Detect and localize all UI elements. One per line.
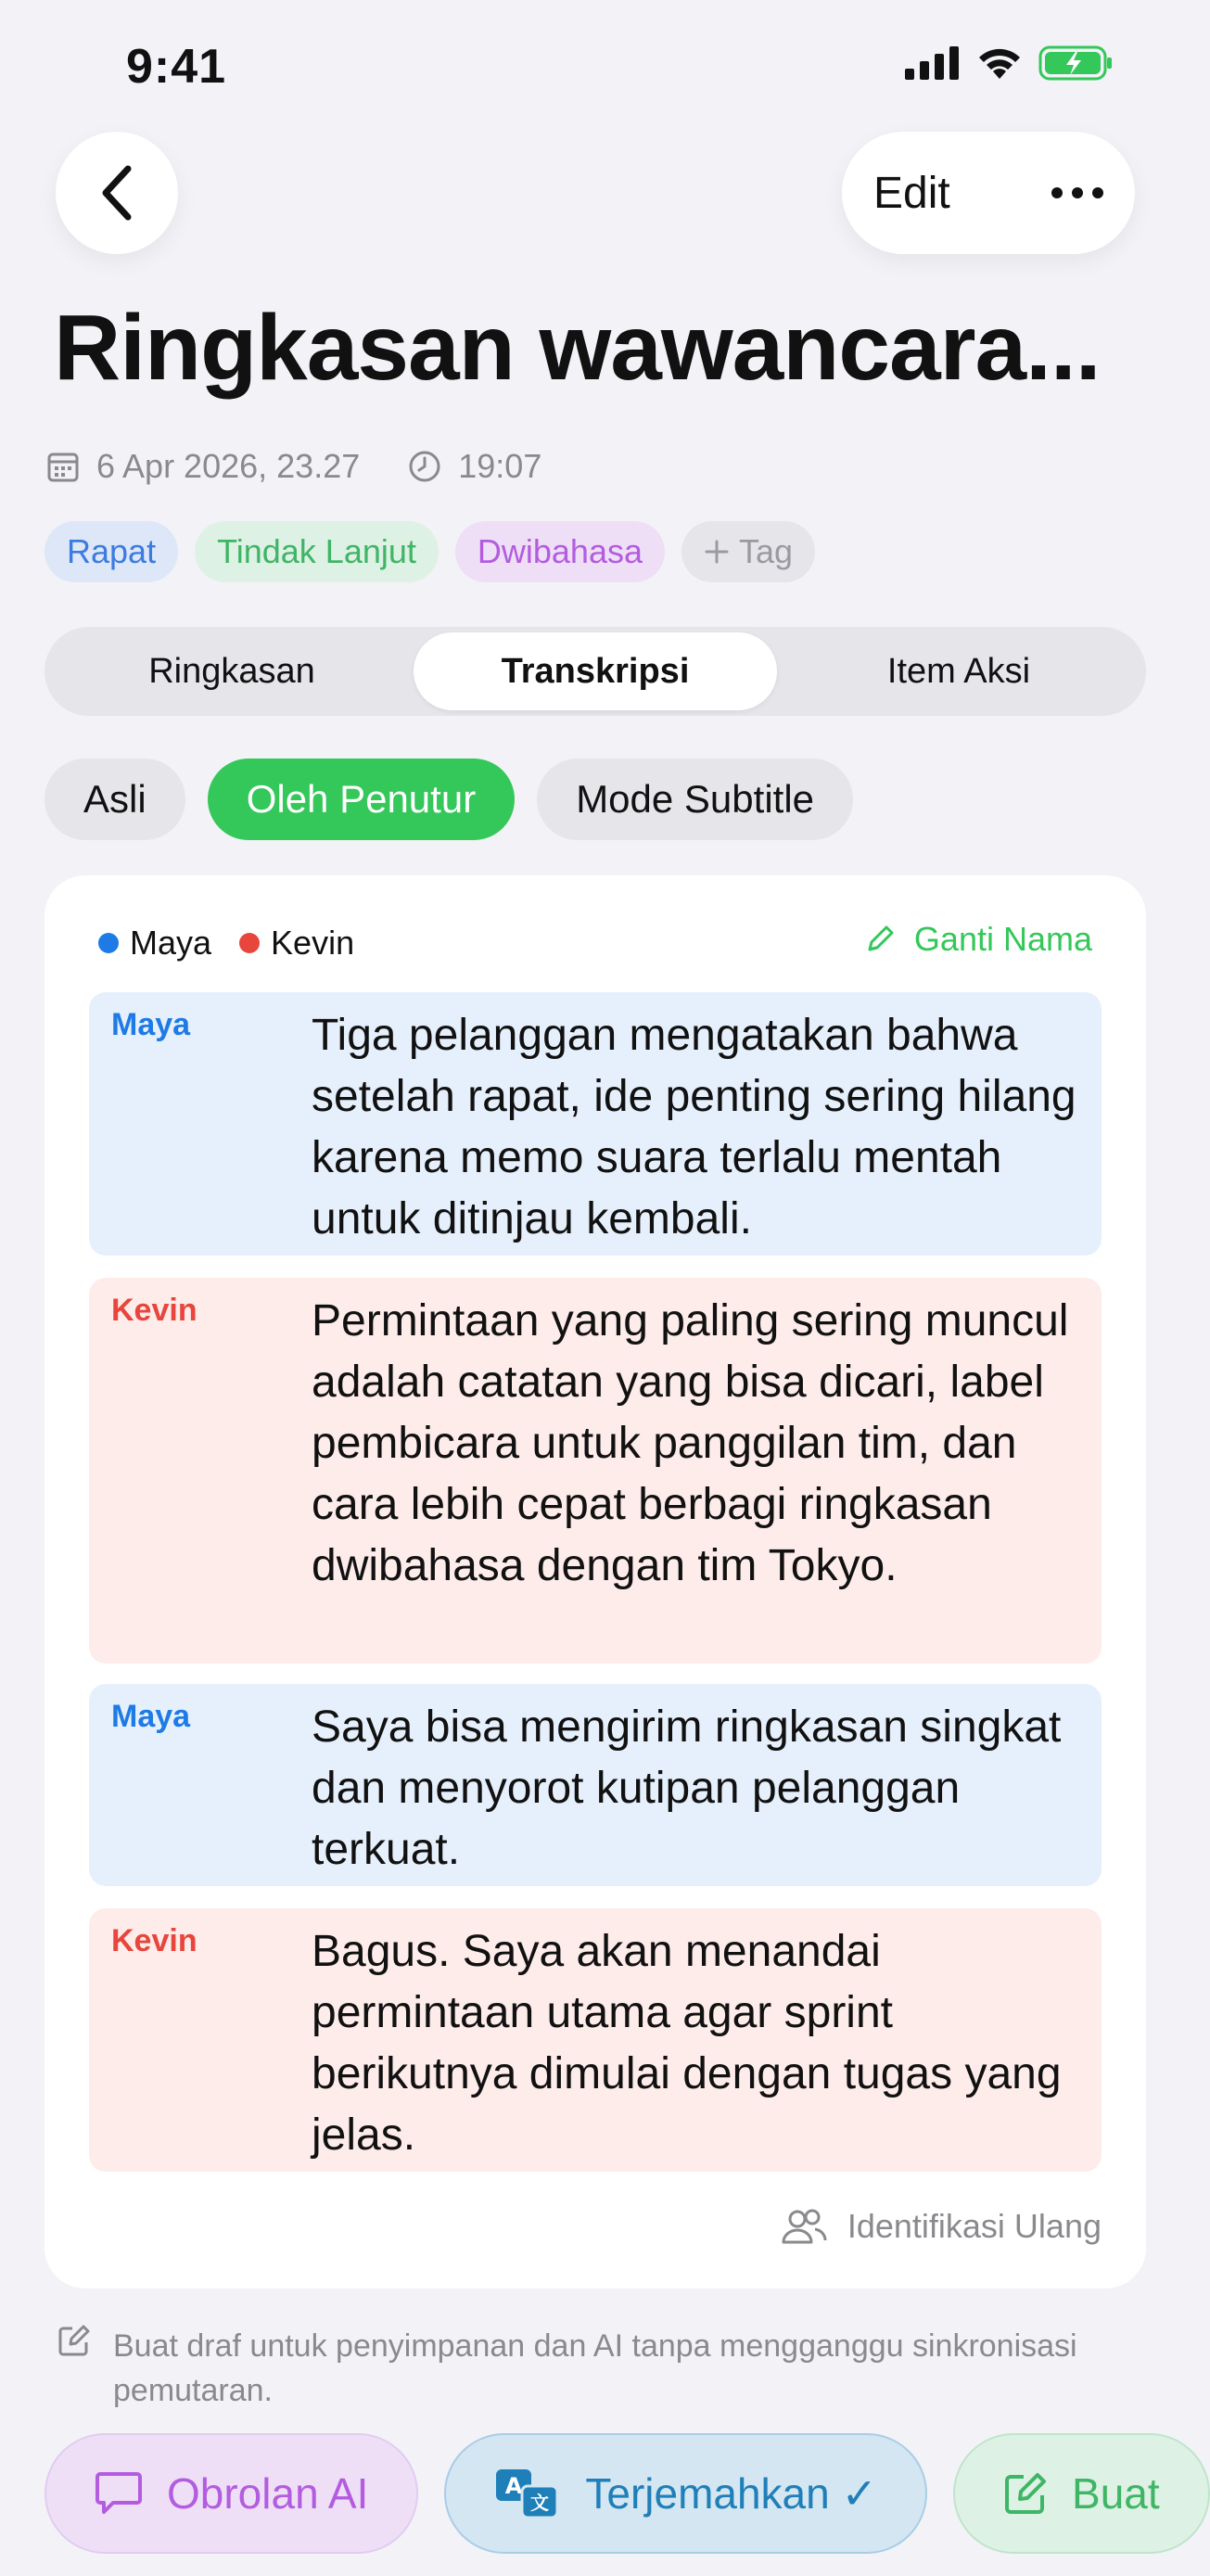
add-tag-label: Tag [739, 532, 794, 570]
compose-icon [57, 2324, 91, 2357]
reidentify-button[interactable] [781, 2207, 1102, 2246]
translate-label: Terjemahkan ✓ [585, 2469, 878, 2518]
legend-item-kevin [239, 924, 354, 963]
wifi-icon [975, 45, 1024, 81]
compose-icon [1003, 2471, 1048, 2516]
page-title: Ringkasan wawancara... [54, 296, 1101, 400]
draft-button[interactable] [953, 2433, 1210, 2554]
transcript-turn[interactable] [89, 992, 1102, 1256]
people-icon [781, 2209, 827, 2244]
tab-transkripsi[interactable]: Transkripsi [414, 632, 777, 710]
battery-charging-icon [1038, 45, 1114, 82]
svg-text:A: A [505, 2473, 523, 2499]
speaker-legend [98, 924, 354, 963]
draft-label: Buat [1072, 2469, 1160, 2518]
status-icons [905, 45, 1114, 82]
legend-label: Kevin [271, 924, 355, 962]
chevron-left-icon [98, 163, 135, 223]
legend-item-maya [98, 924, 211, 963]
draft-footnote [57, 2324, 1096, 2413]
meta-row [46, 447, 590, 486]
ai-chat-button[interactable] [45, 2433, 418, 2554]
plus-icon [704, 539, 730, 565]
reidentify-label: Identifikasi Ulang [847, 2207, 1102, 2245]
turn-text: Tiga pelanggan mengatakan bahwa setelah rapat, ide penting sering hilang karena memo suara terlalu mentah untuk ditinjau kembali. [312, 1011, 1076, 1243]
tags-row [45, 521, 815, 582]
status-time: 9:41 [126, 40, 227, 94]
back-button[interactable] [56, 132, 178, 254]
turn-speaker: Kevin [111, 1923, 197, 1958]
turn-text: Bagus. Saya akan menandai permintaan utama agar sprint berikutnya dimulai dengan tugas yang jelas. [312, 1927, 1062, 2160]
turn-speaker: Kevin [111, 1293, 197, 1328]
translate-icon [494, 2468, 561, 2519]
svg-text:文: 文 [530, 2492, 550, 2514]
tab-ringkasan[interactable]: Ringkasan [148, 651, 315, 691]
footnote-text: Buat draf untuk penyimpanan dan AI tanpa mengganggu sinkronisasi pemutaran. [113, 2328, 1077, 2408]
add-tag-button[interactable] [681, 521, 815, 582]
clock-icon [408, 450, 441, 483]
more-icon[interactable] [1051, 187, 1103, 198]
view-mode-row [45, 759, 853, 840]
transcript-turn[interactable] [89, 1908, 1102, 2172]
ai-chat-label: Obrolan AI [167, 2469, 369, 2518]
rename-speakers-button[interactable] [864, 920, 1092, 959]
view-mode-asli[interactable]: Asli [45, 759, 185, 840]
tag-rapat[interactable]: Rapat [45, 521, 178, 582]
speaker-dot [239, 933, 260, 953]
view-mode-subtitle[interactable]: Mode Subtitle [537, 759, 853, 840]
legend-label: Maya [130, 924, 212, 962]
turn-text: Permintaan yang paling sering muncul adalah catatan yang bisa dicari, label pembicara untuk panggilan tim, dan cara lebih cepat berbagi ringkasan dwibahasa dengan tim Tokyo. [312, 1296, 1069, 1590]
tab-bar [45, 627, 1146, 716]
speaker-dot [98, 933, 119, 953]
bottom-actions [45, 2433, 1160, 2557]
nav-actions [842, 132, 1135, 254]
status-bar [0, 0, 1191, 130]
note-date: 6 Apr 2026, 23.27 [96, 447, 361, 485]
note-duration: 19:07 [458, 447, 542, 485]
tab-item-aksi[interactable]: Item Aksi [886, 651, 1031, 691]
edit-button[interactable]: Edit [873, 168, 950, 218]
cellular-signal-icon [905, 46, 961, 80]
translate-button[interactable] [444, 2433, 927, 2554]
chat-bubble-icon [95, 2470, 143, 2517]
transcript-turn[interactable] [89, 1278, 1102, 1664]
transcript-card [45, 875, 1146, 2289]
turn-speaker: Maya [111, 1007, 191, 1042]
calendar-icon [46, 450, 80, 483]
transcript-turn[interactable] [89, 1684, 1102, 1886]
pencil-icon [864, 924, 896, 955]
tag-tindak-lanjut[interactable]: Tindak Lanjut [195, 521, 439, 582]
turn-speaker: Maya [111, 1699, 191, 1734]
rename-label: Ganti Nama [913, 920, 1092, 958]
turn-text: Saya bisa mengirim ringkasan singkat dan menyorot kutipan pelanggan terkuat. [312, 1702, 1062, 1874]
tag-dwibahasa[interactable]: Dwibahasa [455, 521, 665, 582]
view-mode-oleh-penutur[interactable]: Oleh Penutur [208, 759, 516, 840]
